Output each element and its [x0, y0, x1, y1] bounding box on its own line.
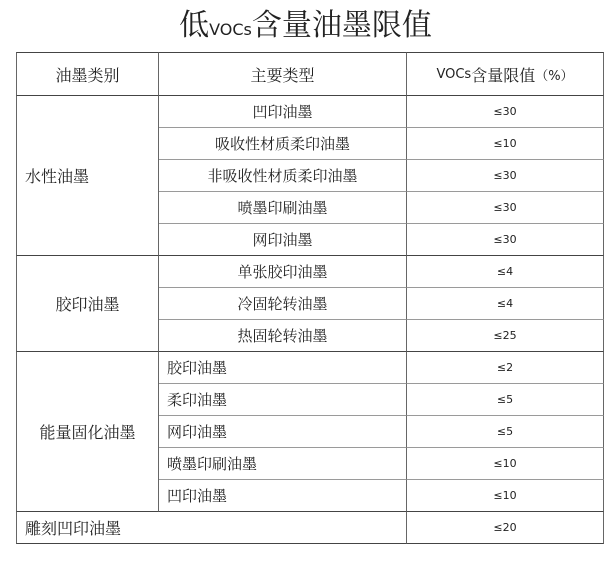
type-cell: 热固轮转油墨	[159, 320, 407, 352]
type-cell: 胶印油墨	[159, 352, 407, 384]
type-cell: 凹印油墨	[159, 480, 407, 512]
limit-cell: ≤4	[407, 256, 604, 288]
category-cell-offset: 胶印油墨	[16, 256, 159, 352]
header-category: 油墨类别	[16, 52, 159, 96]
limit-cell: ≤20	[407, 512, 604, 544]
limit-cell: ≤10	[407, 448, 604, 480]
title-suffix: 含量油墨限值	[251, 8, 432, 43]
header-limit-main: 含量限值	[471, 65, 536, 85]
limit-cell: ≤30	[407, 224, 604, 256]
limit-cell: ≤4	[407, 288, 604, 320]
category-cell-intaglio: 雕刻凹印油墨	[16, 512, 407, 544]
type-cell: 柔印油墨	[159, 384, 407, 416]
limit-cell: ≤2	[407, 352, 604, 384]
type-cell: 凹印油墨	[159, 96, 407, 128]
limit-cell: ≤25	[407, 320, 604, 352]
limit-cell: ≤10	[407, 480, 604, 512]
header-limit-unit: （%）	[535, 68, 574, 84]
type-cell: 非吸收性材质柔印油墨	[159, 160, 407, 192]
page-title	[0, 6, 611, 50]
type-cell: 单张胶印油墨	[159, 256, 407, 288]
limit-cell: ≤30	[407, 160, 604, 192]
header-limit	[407, 52, 604, 96]
limit-cell: ≤30	[407, 96, 604, 128]
limit-cell: ≤5	[407, 416, 604, 448]
limit-cell: ≤5	[407, 384, 604, 416]
category-cell-energy-cured: 能量固化油墨	[16, 352, 159, 512]
title-prefix: 低	[179, 8, 210, 43]
limit-cell: ≤30	[407, 192, 604, 224]
type-cell: 网印油墨	[159, 416, 407, 448]
title-vocs: VOCs	[209, 20, 252, 39]
header-type: 主要类型	[159, 52, 407, 96]
type-cell: 网印油墨	[159, 224, 407, 256]
type-cell: 喷墨印刷油墨	[159, 192, 407, 224]
header-limit-prefix: VOCs	[436, 66, 472, 82]
category-cell-water: 水性油墨	[16, 96, 159, 256]
type-cell: 吸收性材质柔印油墨	[159, 128, 407, 160]
type-cell: 冷固轮转油墨	[159, 288, 407, 320]
limit-cell: ≤10	[407, 128, 604, 160]
type-cell: 喷墨印刷油墨	[159, 448, 407, 480]
